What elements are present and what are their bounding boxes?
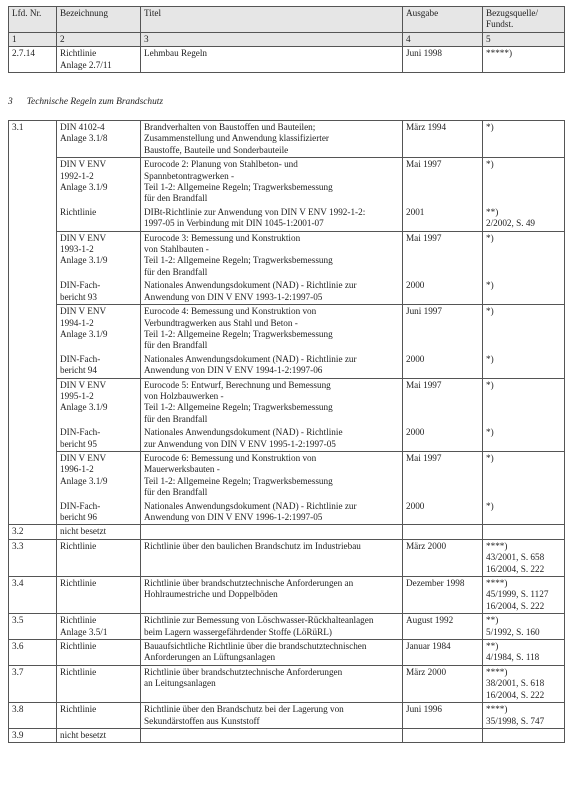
titel-line: Richtlinie über den Brandschutz bei der Lagerung von bbox=[144, 704, 344, 715]
quelle-line: *) bbox=[486, 379, 494, 390]
table-row bbox=[9, 728, 565, 742]
table-row bbox=[9, 279, 565, 304]
row-number: 3.8 bbox=[9, 703, 57, 729]
row-quelle bbox=[483, 426, 565, 451]
table-row bbox=[9, 451, 565, 499]
row-ausgabe: März 1994 bbox=[403, 121, 483, 158]
row-quelle bbox=[483, 121, 565, 158]
titel-line: Teil 1-2: Allgemeine Regeln; Tragwerksbemessung bbox=[144, 402, 333, 413]
titel-line: Teil 1-2: Allgemeine Regeln; Tragwerksbemessung bbox=[144, 182, 333, 193]
row-ausgabe bbox=[403, 728, 483, 742]
section-title: Technische Regeln zum Brandschutz bbox=[26, 97, 164, 107]
row-number: 3.3 bbox=[9, 539, 57, 576]
bezeichnung-line: DIN V ENV bbox=[60, 452, 107, 463]
titel-line: DIBt-Richtlinie zur Anwendung von DIN V ENV 1992-1-2: bbox=[144, 206, 366, 217]
section-number: 3 bbox=[8, 97, 13, 107]
table-row bbox=[9, 426, 565, 451]
quelle-line: 16/2004, S. 222 bbox=[486, 689, 545, 700]
row-bezeichnung bbox=[57, 305, 141, 353]
table-row bbox=[9, 47, 565, 73]
titel-line: Eurocode 6: Bemessung und Konstruktion von bbox=[144, 452, 317, 463]
titel-line: für den Brandfall bbox=[144, 340, 208, 351]
row-titel bbox=[141, 525, 403, 539]
header-ausgabe: Ausgabe bbox=[403, 7, 483, 33]
titel-line: Hohlraumestriche und Doppelböden bbox=[144, 589, 278, 600]
bezeichnung-line: bericht 96 bbox=[60, 512, 97, 522]
header-bezugsquelle: Bezugsquelle/ Fundst. bbox=[483, 7, 565, 33]
row-ausgabe: Mai 1997 bbox=[403, 158, 483, 206]
quelle-line: *) bbox=[486, 280, 494, 291]
row-bezeichnung bbox=[57, 121, 141, 158]
titel-line: für den Brandfall bbox=[144, 266, 208, 277]
quelle-line: 16/2004, S. 222 bbox=[486, 600, 545, 611]
bezeichnung-line: Richtlinie bbox=[60, 540, 97, 551]
bezeichnung-line: nicht besetzt bbox=[60, 729, 107, 740]
titel-line: Verbundtragwerken aus Stahl und Beton - bbox=[144, 317, 298, 328]
quelle-line: *) bbox=[486, 232, 494, 243]
table-row bbox=[9, 500, 565, 525]
row-bezeichnung bbox=[57, 353, 141, 378]
row-ausgabe: 2000 bbox=[403, 279, 483, 304]
row-quelle bbox=[483, 206, 565, 231]
row-quelle bbox=[483, 500, 565, 525]
column-number: 1 bbox=[9, 32, 57, 46]
row-ausgabe: Juni 1997 bbox=[403, 305, 483, 353]
quelle-line: ****) bbox=[486, 578, 508, 589]
row-ausgabe bbox=[403, 525, 483, 539]
row-bezeichnung bbox=[57, 640, 141, 666]
row-ausgabe: 2000 bbox=[403, 353, 483, 378]
row-bezeichnung bbox=[57, 426, 141, 451]
row-number: 3.4 bbox=[9, 577, 57, 614]
quelle-line: 38/2001, S. 618 bbox=[486, 678, 545, 689]
bezeichnung-line: Anlage 3.1/9 bbox=[60, 475, 108, 486]
titel-line: Nationales Anwendungsdokument (NAD) - Richtlinie zur bbox=[144, 280, 357, 291]
bezeichnung-line: Richtlinie bbox=[60, 206, 97, 217]
row-ausgabe: Juni 1996 bbox=[403, 703, 483, 729]
bezeichnung-line: bericht 94 bbox=[60, 365, 97, 376]
row-ausgabe: 2001 bbox=[403, 206, 483, 231]
row-titel bbox=[141, 640, 403, 666]
titel-line: Nationales Anwendungsdokument (NAD) - Richtlinie zur bbox=[144, 353, 357, 364]
quelle-line: *) bbox=[486, 122, 494, 132]
titel-line: Eurocode 5: Entwurf, Berechnung und Bemessung bbox=[144, 379, 331, 390]
bezeichnung-line: 1994-1-2 bbox=[60, 317, 94, 328]
quelle-line: *) bbox=[486, 427, 494, 438]
quelle-line: *) bbox=[486, 159, 494, 170]
quelle-line: 16/2004, S. 222 bbox=[486, 563, 545, 574]
column-number-row bbox=[9, 32, 565, 46]
row-ausgabe: Dezember 1998 bbox=[403, 577, 483, 614]
table-row bbox=[9, 539, 565, 576]
row-titel bbox=[141, 451, 403, 499]
row-number: 3.7 bbox=[9, 665, 57, 702]
row-quelle bbox=[483, 305, 565, 353]
quelle-line: *) bbox=[486, 500, 494, 511]
row-ausgabe: Juni 1998 bbox=[403, 47, 483, 73]
column-number: 2 bbox=[57, 32, 141, 46]
row-quelle bbox=[483, 353, 565, 378]
row-quelle bbox=[483, 378, 565, 426]
quelle-line: *) bbox=[486, 452, 494, 463]
quelle-line: 5/1992, S. 160 bbox=[486, 626, 540, 637]
bezeichnung-line: 1996-1-2 bbox=[60, 464, 94, 475]
row-titel bbox=[141, 703, 403, 729]
quelle-line: **) bbox=[486, 615, 499, 626]
bezeichnung-line: nicht besetzt bbox=[60, 526, 107, 537]
bezeichnung-line: DIN-Fach- bbox=[60, 280, 101, 291]
row-ausgabe: März 2000 bbox=[403, 539, 483, 576]
table-row bbox=[9, 378, 565, 426]
row-number: 3.6 bbox=[9, 640, 57, 666]
bezeichnung-line: DIN-Fach- bbox=[60, 427, 101, 438]
row-quelle bbox=[483, 728, 565, 742]
row-quelle bbox=[483, 231, 565, 279]
titel-line: Eurocode 4: Bemessung und Konstruktion von bbox=[144, 306, 317, 317]
row-ausgabe: März 2000 bbox=[403, 665, 483, 702]
titel-line: Anwendung von DIN V ENV 1996-1-2:1997-05 bbox=[144, 512, 323, 522]
bezeichnung-line: DIN-Fach- bbox=[60, 500, 101, 511]
row-quelle: *****) bbox=[483, 47, 565, 73]
table-row bbox=[9, 640, 565, 666]
quelle-line: 35/1998, S. 747 bbox=[486, 715, 545, 726]
row-ausgabe: Mai 1997 bbox=[403, 231, 483, 279]
row-quelle bbox=[483, 279, 565, 304]
bezeichnung-line: bericht 93 bbox=[60, 291, 97, 302]
row-ausgabe: 2000 bbox=[403, 500, 483, 525]
titel-line: Mauerwerksbauten - bbox=[144, 464, 220, 475]
row-bezeichnung bbox=[57, 728, 141, 742]
bezeichnung-line: Anlage 3.1/8 bbox=[60, 133, 108, 144]
row-quelle bbox=[483, 539, 565, 576]
bezeichnung-line: Richtlinie bbox=[60, 641, 97, 652]
table-row bbox=[9, 353, 565, 378]
row-titel bbox=[141, 279, 403, 304]
row-bezeichnung bbox=[57, 451, 141, 499]
row-quelle bbox=[483, 614, 565, 640]
quelle-line: ****) bbox=[486, 540, 508, 551]
bezeichnung-line: DIN V ENV bbox=[60, 159, 107, 170]
row-number: 3.2 bbox=[9, 525, 57, 539]
row-titel bbox=[141, 353, 403, 378]
row-number: 3.5 bbox=[9, 614, 57, 640]
row-bezeichnung bbox=[57, 539, 141, 576]
row-bezeichnung bbox=[57, 577, 141, 614]
row-quelle bbox=[483, 158, 565, 206]
table-row bbox=[9, 525, 565, 539]
row-ausgabe: August 1992 bbox=[403, 614, 483, 640]
column-number: 3 bbox=[141, 32, 403, 46]
bezeichnung-line: 1995-1-2 bbox=[60, 390, 94, 401]
titel-line: für den Brandfall bbox=[144, 487, 208, 498]
row-quelle bbox=[483, 665, 565, 702]
table-row bbox=[9, 614, 565, 640]
table-row bbox=[9, 206, 565, 231]
row-quelle bbox=[483, 703, 565, 729]
titel-line: an Leitungsanlagen bbox=[144, 678, 216, 689]
titel-line: Richtlinie über den baulichen Brandschutz im Industriebau bbox=[144, 540, 361, 551]
bezeichnung-line: Anlage 3.1/9 bbox=[60, 255, 108, 266]
titel-line: Teil 1-2: Allgemeine Regeln; Tragwerksbemessung bbox=[144, 475, 333, 486]
row-bezeichnung bbox=[57, 665, 141, 702]
bezeichnung-line: Anlage 2.7/11 bbox=[60, 59, 112, 70]
row-quelle bbox=[483, 451, 565, 499]
row-bezeichnung bbox=[57, 206, 141, 231]
quelle-line: ****) bbox=[486, 704, 508, 715]
bezeichnung-line: DIN 4102-4 bbox=[60, 122, 105, 132]
row-titel bbox=[141, 728, 403, 742]
quelle-line: 4/1984, S. 118 bbox=[486, 652, 540, 663]
quelle-line: 2/2002, S. 49 bbox=[486, 218, 536, 229]
row-bezeichnung bbox=[57, 231, 141, 279]
header-row bbox=[9, 7, 565, 33]
row-titel bbox=[141, 158, 403, 206]
table-row bbox=[9, 305, 565, 353]
row-bezeichnung bbox=[57, 525, 141, 539]
titel-line: für den Brandfall bbox=[144, 413, 208, 424]
row-quelle bbox=[483, 525, 565, 539]
row-titel bbox=[141, 121, 403, 158]
header-bezeichnung: Bezeichnung bbox=[57, 7, 141, 33]
quelle-line: 43/2001, S. 658 bbox=[486, 552, 545, 563]
bezeichnung-line: 1993-1-2 bbox=[60, 244, 94, 255]
quelle-line: 45/1999, S. 1127 bbox=[486, 589, 549, 600]
table-row bbox=[9, 121, 565, 158]
quelle-line: *) bbox=[486, 306, 494, 317]
row-bezeichnung bbox=[57, 158, 141, 206]
row-number: 3.1 bbox=[9, 121, 57, 525]
row-titel bbox=[141, 206, 403, 231]
bezeichnung-line: Anlage 3.5/1 bbox=[60, 626, 108, 637]
header-lfd-nr: Lfd. Nr. bbox=[9, 7, 57, 33]
titel-line: Anwendung von DIN V ENV 1994-1-2:1997-06 bbox=[144, 365, 323, 376]
titel-line: Baustoffe, Bauteile und Sonderbauteile bbox=[144, 144, 289, 155]
titel-line: Eurocode 2: Planung von Stahlbeton- und bbox=[144, 159, 298, 170]
column-number: 4 bbox=[403, 32, 483, 46]
bezeichnung-line: 1992-1-2 bbox=[60, 170, 94, 181]
row-titel bbox=[141, 665, 403, 702]
titel-line: Zusammenstellung und Anwendung klassifizierter bbox=[144, 133, 329, 144]
titel-line: von Holzbauwerken - bbox=[144, 390, 224, 401]
titel-line: Nationales Anwendungsdokument (NAD) - Richtlinie bbox=[144, 427, 343, 438]
bezeichnung-line: DIN V ENV bbox=[60, 379, 107, 390]
row-bezeichnung bbox=[57, 703, 141, 729]
bezeichnung-line: DIN V ENV bbox=[60, 232, 107, 243]
table-row bbox=[9, 231, 565, 279]
row-titel bbox=[141, 231, 403, 279]
titel-line: Teil 1-2: Allgemeine Regeln; Tragwerksbemessung bbox=[144, 255, 333, 266]
bezeichnung-line: Anlage 3.1/9 bbox=[60, 328, 108, 339]
row-titel: Lehmbau Regeln bbox=[141, 47, 403, 73]
titel-line: Richtlinie über brandschutztechnische Anforderungen an bbox=[144, 578, 354, 589]
row-ausgabe: 2000 bbox=[403, 426, 483, 451]
titel-line: Sekundärstoffen aus Kunststoff bbox=[144, 715, 260, 726]
titel-line: Anwendung von DIN V ENV 1993-1-2:1997-05 bbox=[144, 291, 323, 302]
titel-line: Nationales Anwendungsdokument (NAD) - Richtlinie zur bbox=[144, 500, 357, 511]
quelle-line: **) bbox=[486, 641, 499, 652]
section-heading bbox=[8, 97, 163, 108]
titel-line: Brandverhalten von Baustoffen und Bauteilen; bbox=[144, 122, 316, 132]
row-titel bbox=[141, 577, 403, 614]
row-ausgabe: Mai 1997 bbox=[403, 378, 483, 426]
table-row bbox=[9, 577, 565, 614]
header-titel: Titel bbox=[141, 7, 403, 33]
quelle-line: **) bbox=[486, 206, 499, 217]
row-quelle bbox=[483, 640, 565, 666]
bezeichnung-line: bericht 95 bbox=[60, 438, 97, 449]
row-titel bbox=[141, 614, 403, 640]
titel-line: zur Anwendung von DIN V ENV 1995-1-2:1997-05 bbox=[144, 438, 336, 449]
quelle-line: ****) bbox=[486, 666, 508, 677]
titel-line: Teil 1-2: Allgemeine Regeln; Tragwerksbemessung bbox=[144, 328, 333, 339]
bezeichnung-line: Anlage 3.1/9 bbox=[60, 182, 108, 193]
titel-line: von Stahlbauten - bbox=[144, 244, 209, 255]
bezeichnung-line: DIN V ENV bbox=[60, 306, 107, 317]
row-bezeichnung bbox=[57, 500, 141, 525]
row-bezeichnung bbox=[57, 279, 141, 304]
row-titel bbox=[141, 500, 403, 525]
table-row bbox=[9, 703, 565, 729]
row-ausgabe: Januar 1984 bbox=[403, 640, 483, 666]
column-number: 5 bbox=[483, 32, 565, 46]
titel-line: Eurocode 3: Bemessung und Konstruktion bbox=[144, 232, 301, 243]
titel-line: beim Lagern wassergefährdender Stoffe (LöRüRL) bbox=[144, 626, 332, 637]
row-bezeichnung bbox=[57, 47, 141, 73]
row-titel bbox=[141, 305, 403, 353]
row-bezeichnung bbox=[57, 378, 141, 426]
row-titel bbox=[141, 426, 403, 451]
row-number: 3.9 bbox=[9, 728, 57, 742]
row-titel bbox=[141, 539, 403, 576]
fire-protection-table bbox=[8, 120, 565, 743]
titel-line: 1997-05 in Verbindung mit DIN 1045-1:2001-07 bbox=[144, 218, 324, 229]
table-row bbox=[9, 158, 565, 206]
titel-line: Anforderungen an Lüftungsanlagen bbox=[144, 652, 276, 663]
titel-line: Richtlinie über brandschutztechnische Anforderungen bbox=[144, 666, 343, 677]
header-table bbox=[8, 6, 565, 73]
quelle-line: *) bbox=[486, 353, 494, 364]
titel-line: Richtlinie zur Bemessung von Löschwasser-Rückhalteanlagen bbox=[144, 615, 374, 626]
row-quelle bbox=[483, 577, 565, 614]
row-bezeichnung bbox=[57, 614, 141, 640]
bezeichnung-line: Richtlinie bbox=[60, 615, 97, 626]
bezeichnung-line: DIN-Fach- bbox=[60, 353, 101, 364]
table-row bbox=[9, 665, 565, 702]
bezeichnung-line: Richtlinie bbox=[60, 48, 97, 59]
bezeichnung-line: Richtlinie bbox=[60, 666, 97, 677]
bezeichnung-line: Richtlinie bbox=[60, 578, 97, 589]
row-ausgabe: Mai 1997 bbox=[403, 451, 483, 499]
bezeichnung-line: Richtlinie bbox=[60, 704, 97, 715]
titel-line: Spannbetontragwerken - bbox=[144, 170, 235, 181]
row-number: 2.7.14 bbox=[9, 47, 57, 73]
bezeichnung-line: Anlage 3.1/9 bbox=[60, 402, 108, 413]
titel-line: Bauaufsichtliche Richtlinie über die brandschutztechnischen bbox=[144, 641, 367, 652]
titel-line: für den Brandfall bbox=[144, 193, 208, 204]
row-titel bbox=[141, 378, 403, 426]
